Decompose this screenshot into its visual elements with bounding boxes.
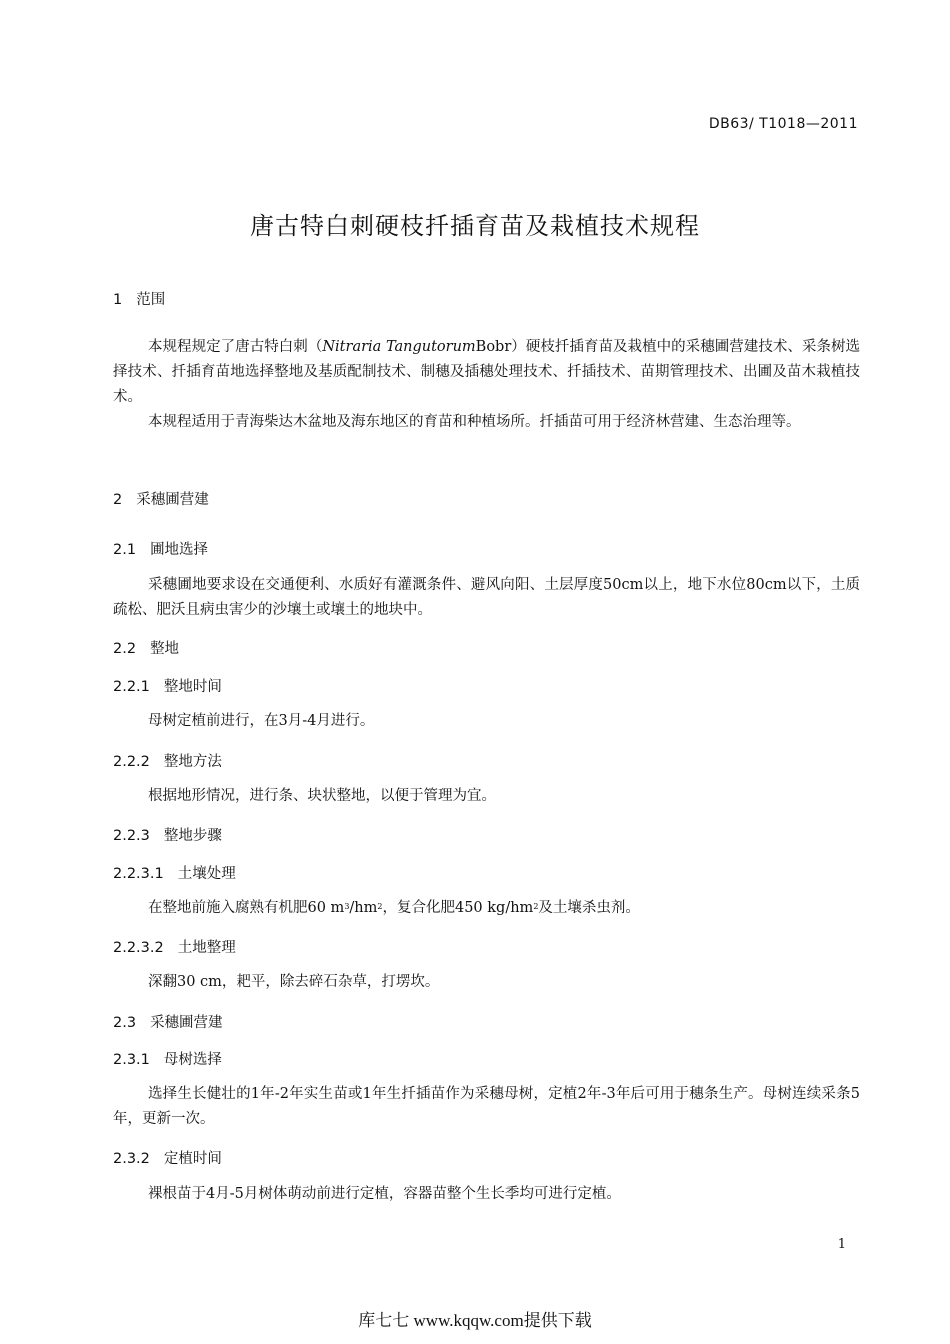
section-heading-2-2-3-2 (113, 936, 236, 957)
section-number: 1 (113, 292, 123, 308)
section-title: 圃地选择 (150, 542, 209, 558)
section-title: 范围 (136, 292, 166, 308)
author-name: Bobr (475, 339, 512, 355)
section-number: 2.2.2 (113, 754, 150, 770)
paragraph-2-3-1: 选择生长健壮的1年-2年实生苗或1年生扦插苗作为采穗母树，定植2年-3年后可用于穗条生产。母树连续采条5年，更新一次。 (113, 1086, 860, 1127)
standard-code: DB63/ T1018—2011 (708, 116, 858, 132)
paragraph-2-2-3-2: 深翻30 cm，耙平，除去碎石杂草，打塄坎。 (148, 974, 440, 990)
section-heading-2-2-2 (113, 750, 222, 771)
section-number: 2 (113, 492, 123, 508)
section-title: 采穗圃营建 (150, 1015, 223, 1031)
document-title: 唐古特白刺硬枝扦插育苗及栽植技术规程 (250, 212, 700, 240)
section-heading-2-1 (113, 538, 208, 559)
page-number: 1 (837, 1237, 846, 1252)
text-segment: /hm (349, 900, 378, 916)
section-title: 采穗圃营建 (136, 492, 209, 508)
paragraph-2-1: 采穗圃地要求设在交通便利、水质好有灌溉条件、避风向阳、土层厚度50cm以上，地下水位80cm以下，土质疏松、肥沃且病虫害少的沙壤土或壤土的地块中。 (113, 577, 860, 618)
text-segment: ，复合化肥450 kg/hm (382, 900, 534, 916)
section-number: 2.2.3.1 (113, 866, 164, 882)
section-number: 2.1 (113, 542, 137, 558)
section-heading-2-2-3 (113, 824, 222, 845)
section-heading-2-2-1 (113, 675, 222, 696)
section-title: 土壤处理 (177, 866, 236, 882)
section-heading-2 (113, 488, 209, 509)
section-number: 2.2.3.2 (113, 940, 164, 956)
section-heading-2-2 (113, 637, 179, 658)
superscript: 3 (344, 902, 350, 911)
paragraph-2-2-1: 母树定植前进行，在3月-4月进行。 (148, 713, 375, 729)
superscript: 2 (377, 902, 383, 911)
section-heading-2-3 (113, 1011, 223, 1032)
section-heading-2-2-3-1 (113, 862, 236, 883)
text-segment: 及土壤杀虫剂。 (538, 900, 640, 916)
paragraph-2-2-2: 根据地形情况，进行条、块状整地，以便于管理为宜。 (148, 788, 496, 804)
section-title: 整地时间 (163, 679, 222, 695)
paragraph-2-2-3-1 (113, 896, 860, 921)
section-title: 定植时间 (163, 1151, 222, 1167)
paragraph-scope-2: 本规程适用于青海柴达木盆地及海东地区的育苗和种植场所。扦插苗可用于经济林营建、生态治理等。 (148, 414, 801, 430)
footer-watermark: 库七七 www.kqqw.com提供下载 (358, 1311, 592, 1330)
section-title: 整地方法 (163, 754, 222, 770)
section-title: 整地步骤 (163, 828, 222, 844)
paragraph-2-3-2: 裸根苗于4月-5月树体萌动前进行定植，容器苗整个生长季均可进行定植。 (148, 1186, 621, 1202)
section-number: 2.2.1 (113, 679, 150, 695)
text-segment: ）硬枝扦插育苗及栽植中的采穗圃营建技术、采条树选择技术、扦插育苗地选择整地及基质配制技术、制穗及插穗处理技术、扦插技术、苗期管理技术、出圃及苗木栽植技术。 (113, 339, 860, 405)
section-heading-2-3-2 (113, 1147, 222, 1168)
text-segment: 在整地前施入腐熟有机肥60 m (148, 900, 345, 916)
section-number: 2.3 (113, 1015, 137, 1031)
section-number: 2.3.1 (113, 1052, 150, 1068)
section-number: 2.2 (113, 641, 137, 657)
superscript: 2 (533, 902, 539, 911)
section-number: 2.3.2 (113, 1151, 150, 1167)
section-title: 母树选择 (163, 1052, 222, 1068)
section-title: 整地 (150, 641, 180, 657)
latin-name: Nitraria Tangutorum (322, 339, 476, 355)
paragraph-scope-1 (113, 335, 860, 410)
section-number: 2.2.3 (113, 828, 150, 844)
text-segment: 本规程规定了唐古特白刺（ (148, 339, 323, 355)
section-title: 土地整理 (177, 940, 236, 956)
section-heading-2-3-1 (113, 1048, 222, 1069)
section-heading-1 (113, 288, 165, 309)
